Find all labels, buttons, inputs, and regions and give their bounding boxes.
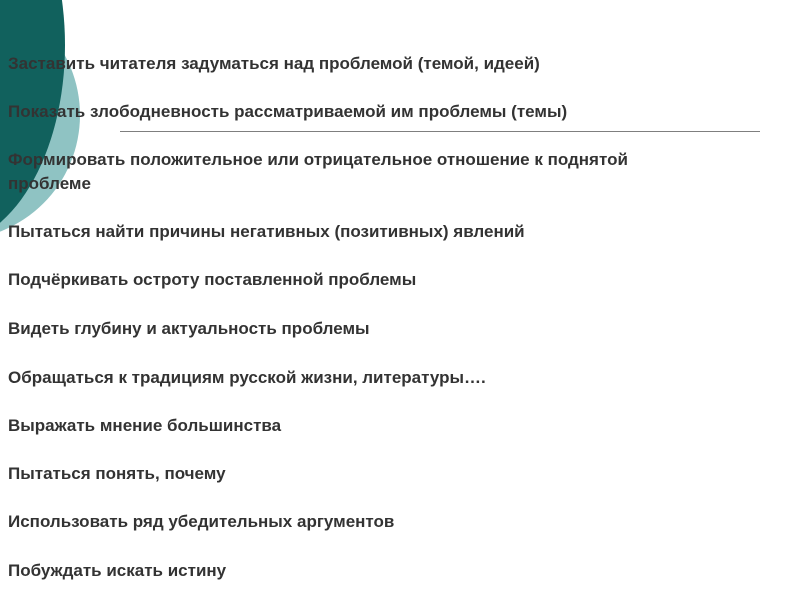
- text-line-5: Подчёркивать остроту поставленной проблемы: [8, 270, 417, 289]
- text-line-6: Видеть глубину и актуальность проблемы: [8, 319, 370, 338]
- text-line-8: Выражать мнение большинства: [8, 416, 282, 435]
- text-line-2: Показать злободневность рассматриваемой им проблемы (темы): [8, 102, 568, 121]
- text-line-7: Обращаться к традициям русской жизни, литературы….: [8, 368, 486, 387]
- text-line-1: Заставить читателя задуматься над проблемой (темой, идеей): [8, 54, 540, 73]
- title-divider-line: [120, 131, 760, 132]
- text-line-4: Пытаться найти причины негативных (позитивных) явлений: [8, 222, 525, 241]
- text-line-10: Использовать ряд убедительных аргументов: [8, 512, 395, 531]
- text-line-9: Пытаться понять, почему: [8, 464, 226, 483]
- text-line-3-continued: проблеме: [8, 174, 91, 193]
- text-line-11: Побуждать искать истину: [8, 561, 227, 580]
- text-line-3: Формировать положительное или отрицательное отношение к поднятой: [8, 150, 628, 169]
